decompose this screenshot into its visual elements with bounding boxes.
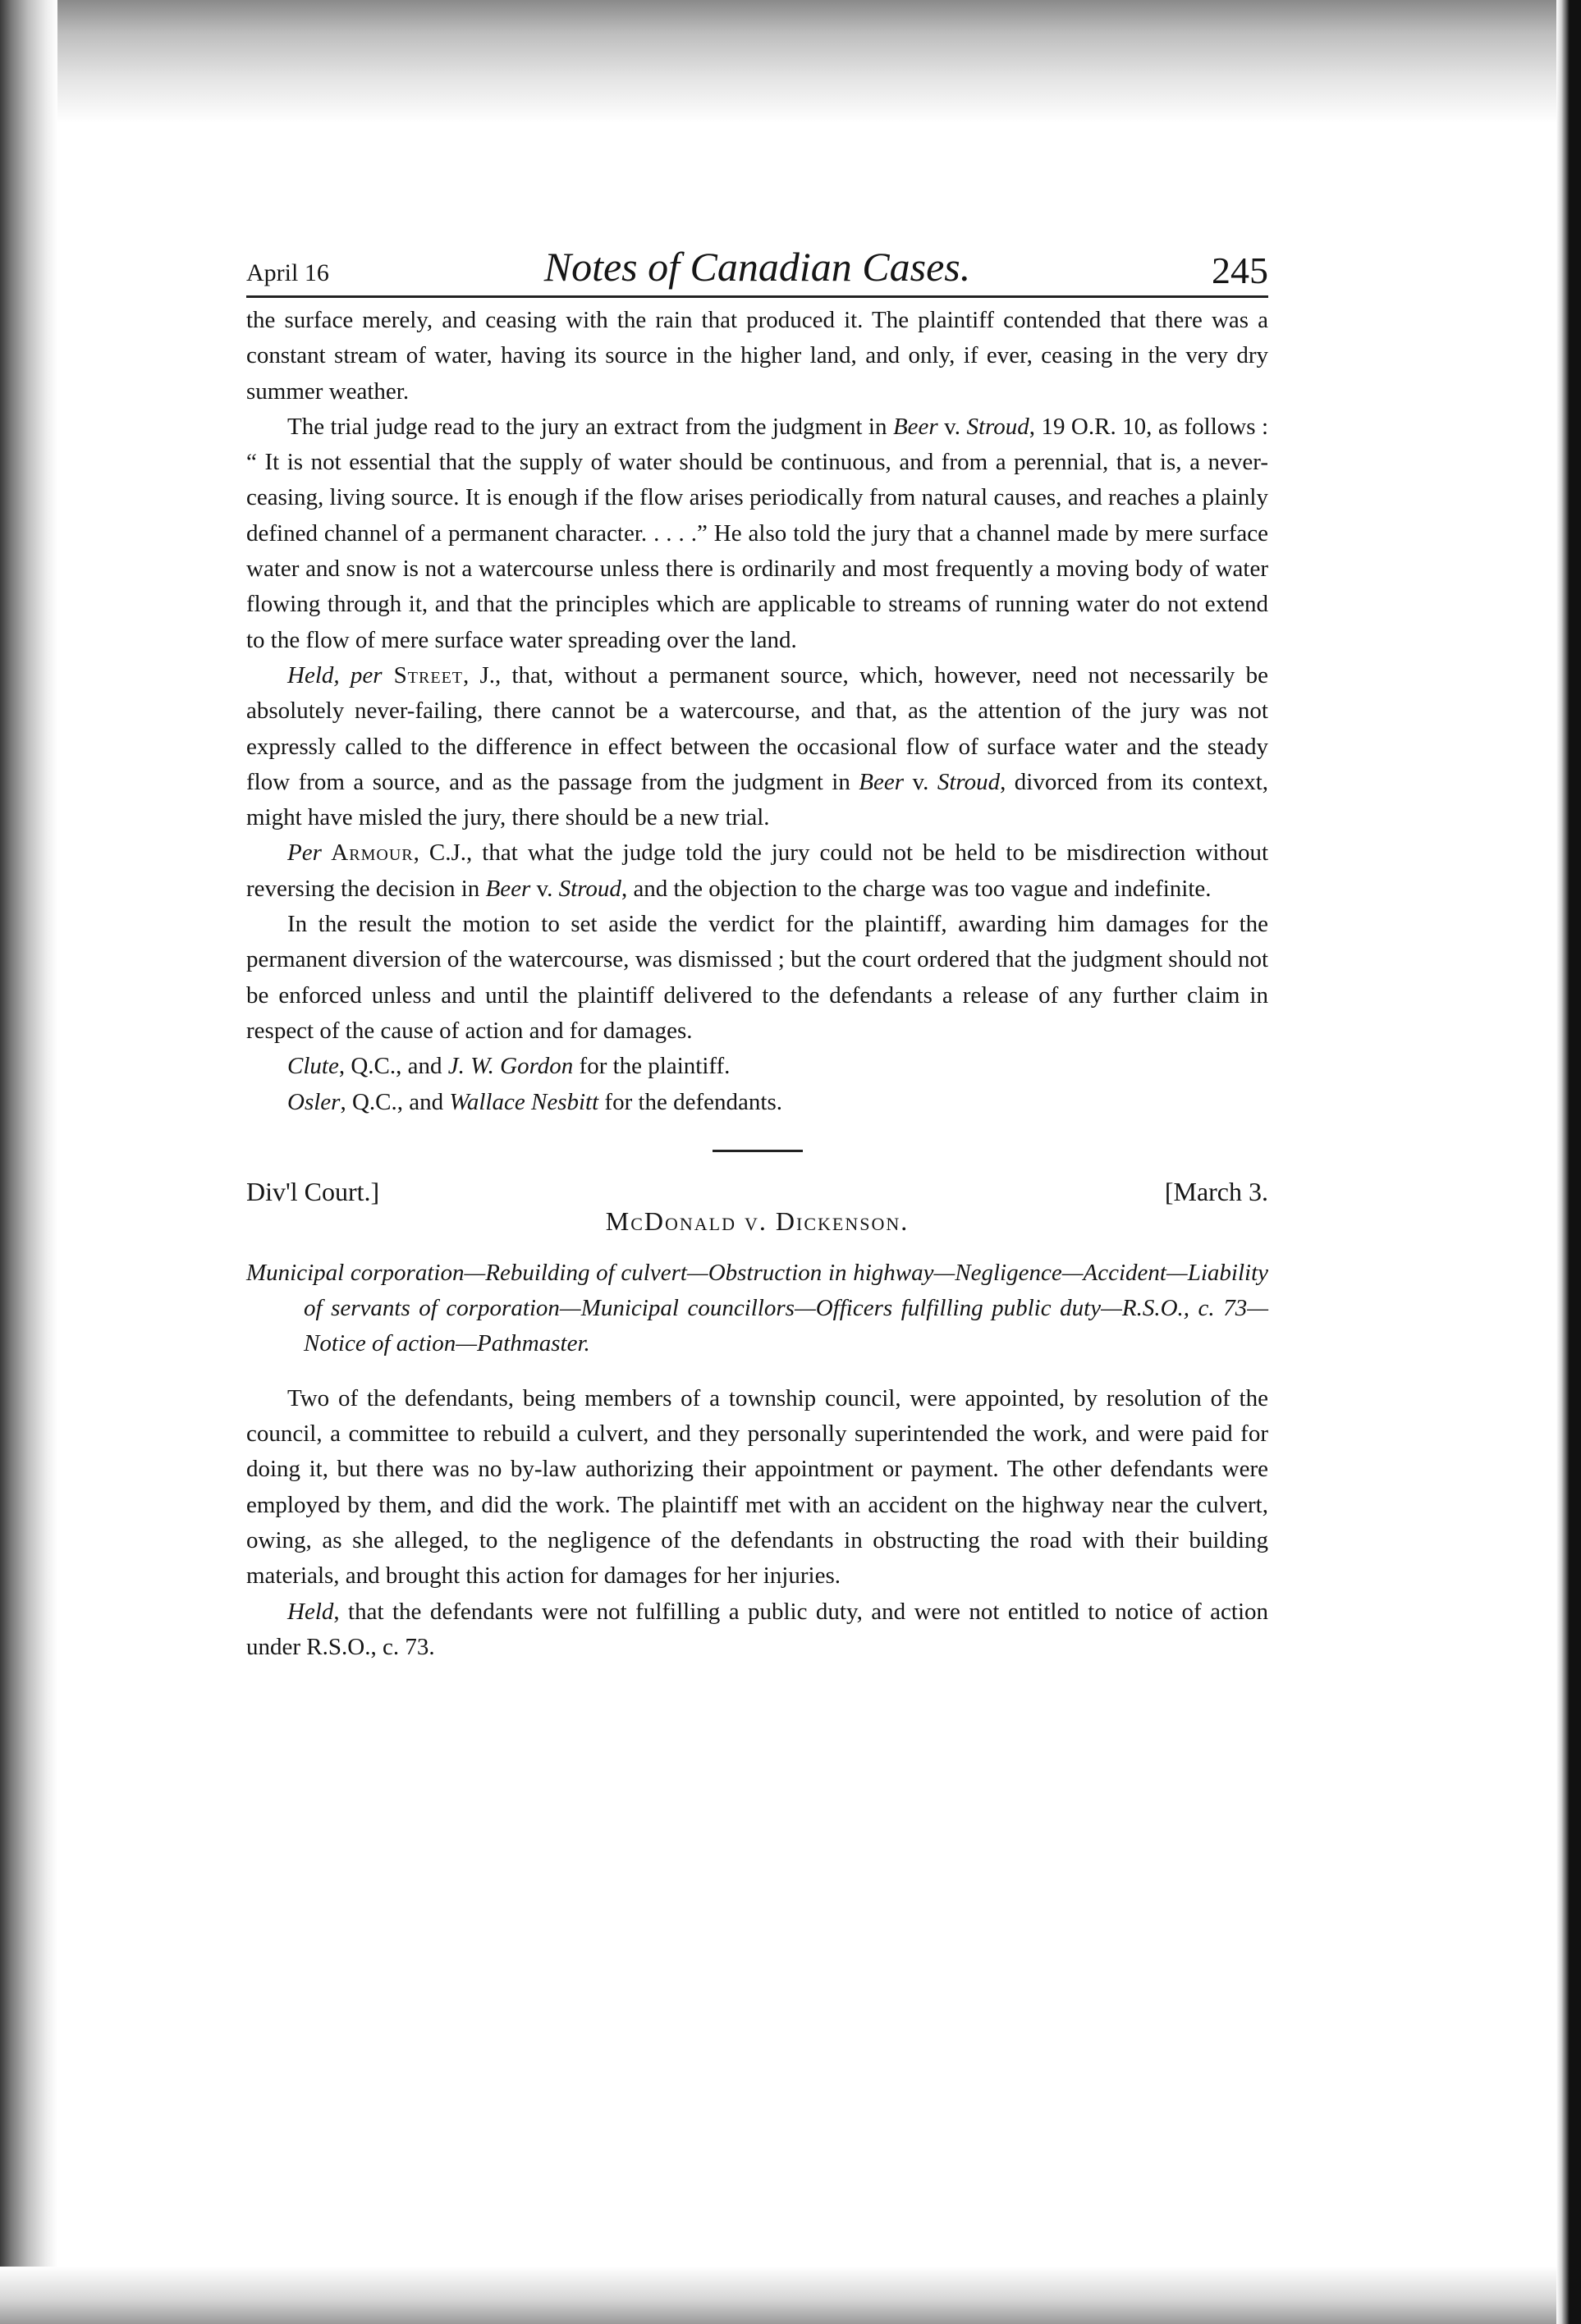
header-date: April 16 [246, 259, 329, 286]
case-citation: Stroud [558, 875, 621, 902]
paragraph-result: In the result the motion to set aside the verdict for the plaintiff, awarding him damages for the permanent diversion of the watercourse, was dismissed ; but the court ordered that the judgment should not be enforced unless and until the plaintiff delivered to the defendants a release of any further claim in respect of the cause of action and for damages. [246, 911, 1268, 1044]
paragraph-facts: Two of the defendants, being members of a township council, were appointed, by resolution of the council, a committee to rebuild a culvert, and they personally superintended the work, and were paid for doing it, but there was no by-law authorizing their appointment or payment. The other defendants were employed by them, and did the work. The plaintiff met with an accident on the highway near the culvert, owing, as she alleged, to the negligence of the defendants in obstructing the road with their building materials, and brought this action for damages for her injuries. [246, 1384, 1268, 1590]
case-body [246, 1381, 1268, 1665]
case-citation: Beer [859, 768, 905, 795]
case-date: [March 3. [1164, 1176, 1268, 1206]
case-citation: Stroud [937, 768, 1001, 795]
paragraph-held: Held, that the defendants were not fulfilling a public duty, and were not entitled to notice of action under R.S.O., c. 73. [246, 1598, 1268, 1660]
judge-name: Armour [321, 839, 414, 867]
header-title: Notes of Canadian Cases. [543, 244, 971, 290]
counsel-defendants: Osler, Q.C., and Wallace Nesbitt for the defendants. [287, 1088, 783, 1115]
case-heading [246, 1177, 1268, 1247]
case-citation: Beer [892, 413, 938, 440]
case-citation: Beer [485, 875, 531, 902]
running-header [246, 238, 1268, 298]
paragraph-per-armour: Per Armour, C.J., that what the judge told the jury could not be held to be misdirection without reversing the decision in Beer v. Stroud, and the objection to the charge was too vague and indefinite. [246, 839, 1268, 902]
section-divider [713, 1150, 803, 1152]
scan-shadow-left [0, 0, 57, 2324]
case-title: McDonald v. Dickenson. [605, 1205, 910, 1236]
scan-shadow-top [0, 0, 1581, 123]
case-headnote: Municipal corporation—Rebuilding of culvert—Obstruction in highway—Negligence—Accident—Liability of servants of corporation—Municipal councillors—Officers fulfilling public duty—R.S.O., c. 73—Notice of action—Pathmaster. [246, 1259, 1268, 1356]
court-name: Div'l Court.] [246, 1176, 380, 1206]
document-page [246, 238, 1268, 1665]
case-continuation [246, 303, 1268, 1120]
case-citation: Stroud [966, 413, 1029, 440]
paragraph-1: the surface merely, and ceasing with the rain that produced it. The plaintiff contended that there was a constant stream of water, having its source in the higher land, and only, if ever, ceasing in the very dry summer weather. [246, 307, 1268, 405]
page-number: 245 [1212, 249, 1268, 291]
paragraph-2: The trial judge read to the jury an extract from the judgment in Beer v. Stroud, 19 O.R. 10, as follows : “ It is not essential that the supply of water should be continuous, and from a perennial, that is, a never-ceasing, living source. It is enough if the flow arises periodically from natural causes, and reaches a plainly defined channel of a permanent character. . . . .” He also told the jury that a channel made by mere surface water and snow is not a watercourse unless there is ordinarily and most frequently a moving body of water flowing through it, and that the principles which are applicable to streams of running water do not extend to the flow of mere surface water spreading over the land. [246, 413, 1269, 653]
paragraph-held: Held, per Street, J., that, without a permanent source, which, however, need not necessarily be absolutely never-failing, there cannot be a watercourse, and that, as the attention of the jury was not expressly called to the difference in effect between the occasional flow of surface water and the steady flow from a source, and as the passage from the judgment in Beer v. Stroud, divorced from its context, might have misled the jury, there should be a new trial. [246, 661, 1268, 831]
scan-shadow-bottom [0, 2267, 1581, 2324]
scan-shadow-right [1556, 0, 1581, 2324]
counsel-plaintiff: Clute, Q.C., and J. W. Gordon for the plaintiff. [287, 1053, 731, 1080]
judge-name: Street [382, 661, 464, 689]
